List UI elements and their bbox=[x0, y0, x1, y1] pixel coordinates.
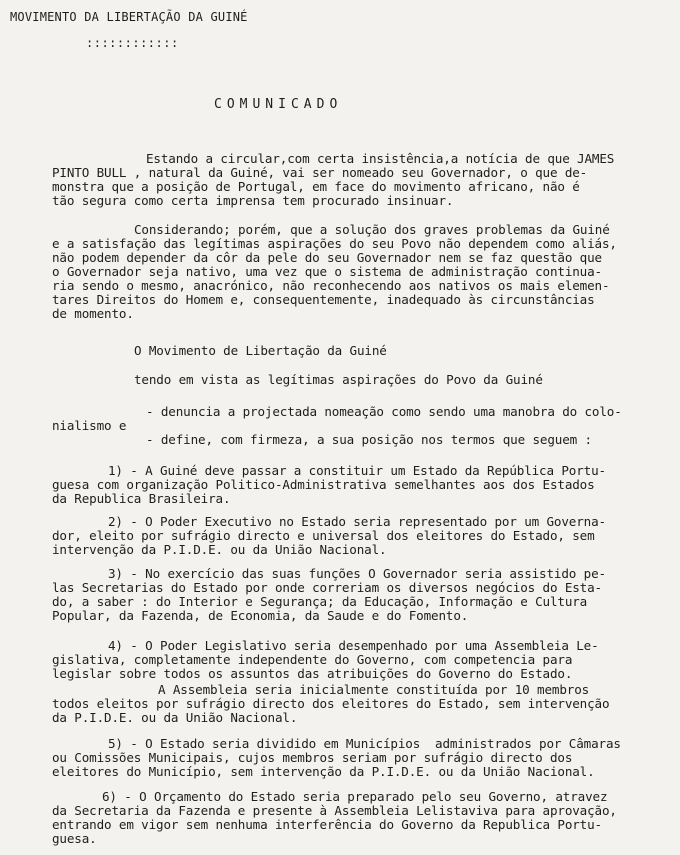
text-line: o Governador seja nativo, uma vez que o sistema de administração continua- bbox=[52, 264, 602, 279]
text-line: tão segura como certa imprensa tem procurado insinuar. bbox=[52, 193, 454, 208]
text-line: Considerando; porém, que a solução dos graves problemas da Guiné bbox=[134, 222, 610, 237]
text-line: do, a saber : do Interior e Segurança; da Educação, Informação e Cultura bbox=[52, 594, 588, 609]
text-line: 2) - O Poder Executivo no Estado seria representado por um Governa- bbox=[108, 514, 606, 529]
text-line: 6) - O Orçamento do Estado seria preparado pelo seu Governo, atravez bbox=[102, 789, 608, 804]
text-line: O Movimento de Libertação da Guiné bbox=[134, 343, 387, 358]
text-line: da Republica Brasileira. bbox=[52, 491, 231, 506]
text-line: gislativa, completamente independente do Governo, com competencia para bbox=[52, 652, 573, 667]
text-line: Popular, da Fazenda, de Economia, da Saude e do Fomento. bbox=[52, 608, 469, 623]
text-line: guesa com organização Politico-Administrativa semelhantes aos dos Estados bbox=[52, 477, 595, 492]
text-line: 1) - A Guiné deve passar a constituir um Estado da República Portu- bbox=[108, 463, 606, 478]
text-line: - denuncia a projectada nomeação como sendo uma manobra do colo- bbox=[146, 404, 622, 419]
text-line: da Secretaria da Fazenda e presente à Assembleia Lelistaviva para aprovação, bbox=[52, 803, 617, 818]
text-line: tendo em vista as legítimas aspirações do Povo da Guiné bbox=[134, 372, 543, 387]
text-line: Estando a circular,com certa insistência,a notícia de que JAMES bbox=[146, 151, 615, 166]
text-line: las Secretarias do Estado por onde correriam os diversos negócios do Esta- bbox=[52, 580, 602, 595]
text-line: guesa. bbox=[52, 831, 97, 846]
text-line: 5) - O Estado seria dividido em Municípios administrados por Câmaras bbox=[108, 736, 621, 751]
text-line: legislar sobre todos os assuntos das atribuições do Governo do Estado. bbox=[52, 666, 573, 681]
text-line: 3) - No exercício das suas funções O Governador seria assistido pe- bbox=[108, 566, 606, 581]
text-line: monstra que a posição de Portugal, em face do movimento africano, não é bbox=[52, 179, 580, 194]
text-line: ria sendo o mesmo, anacrónico, não reconhecendo aos nativos os mais elemen- bbox=[52, 278, 610, 293]
text-line: ou Comissões Municipais, cujos membros seriam por sufrágio directo dos bbox=[52, 750, 573, 765]
organization-header: MOVIMENTO DA LIBERTAÇÃO DA GUINÉ bbox=[10, 10, 248, 24]
text-line: - define, com firmeza, a sua posição nos termos que seguem : bbox=[146, 432, 592, 447]
text-line: tares Direitos do Homem e, consequentemente, inadequado às circunstâncias bbox=[52, 292, 595, 307]
document-title: COMUNICADO bbox=[214, 97, 343, 112]
text-line: de momento. bbox=[52, 306, 134, 321]
text-line: da P.I.D.E. ou da União Nacional. bbox=[52, 710, 298, 725]
text-line: nialismo e bbox=[52, 418, 127, 433]
text-line: PINTO BULL , natural da Guiné, vai ser nomeado seu Governador, o que de- bbox=[52, 165, 588, 180]
header-ornament: :::::::::::: bbox=[86, 36, 179, 50]
text-line: eleitores do Município, sem intervenção da P.I.D.E. ou da União Nacional. bbox=[52, 764, 595, 779]
text-line: e a satisfação das legítimas aspirações do seu Povo não dependem como aliás, bbox=[52, 236, 617, 251]
text-line: 4) - O Poder Legislativo seria desempenhado por uma Assembleia Le- bbox=[108, 638, 599, 653]
text-line: dor, eleito por sufrágio directo e universal dos eleitores do Estado, sem bbox=[52, 528, 595, 543]
text-line: todos eleitos por sufrágio directo dos eleitores do Estado, sem intervenção bbox=[52, 696, 610, 711]
text-line: entrando em vigor sem nenhuma interferência do Governo da Republica Portu- bbox=[52, 817, 602, 832]
text-line: intervenção da P.I.D.E. ou da União Nacional. bbox=[52, 542, 387, 557]
text-line: A Assembleia seria inicialmente constituída por 10 membros bbox=[158, 682, 590, 697]
text-line: não podem depender da côr da pele do seu Governador nem se faz questão que bbox=[52, 250, 602, 265]
